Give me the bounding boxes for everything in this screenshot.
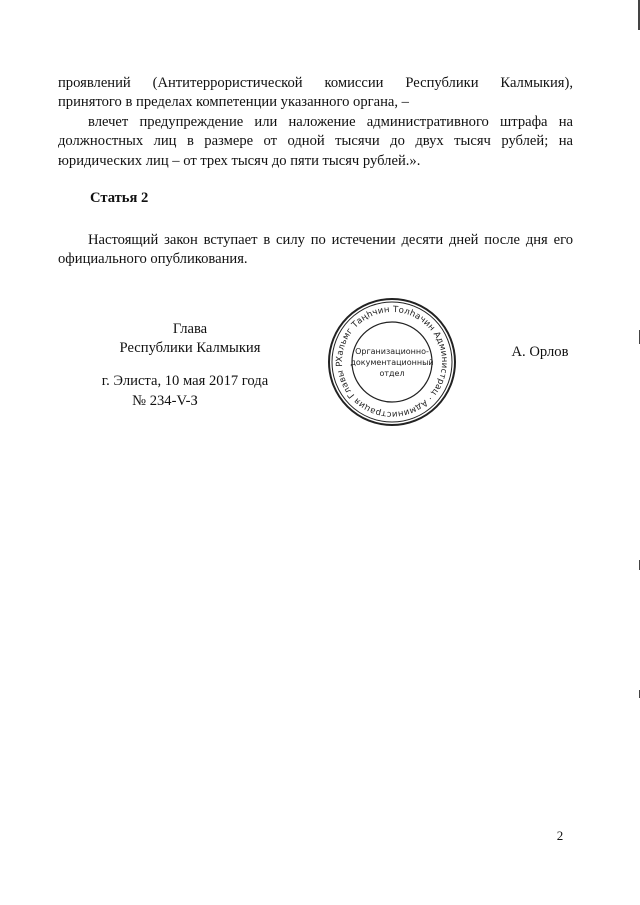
paragraph-line: должностных лиц в размере от одной тысячи до двух тысяч рублей; на — [58, 133, 573, 149]
article-heading: Статья 2 — [90, 190, 149, 206]
seal-center-text: отдел — [379, 369, 405, 378]
signatory-title: Глава — [172, 321, 208, 337]
paragraph-line: официального опубликования. — [58, 251, 248, 267]
seal-ring-text: Хальмг Таңһчин Толһачин Администрац · Администрация Главы Р — [334, 304, 450, 420]
signatory-region: Республики Калмыкия — [119, 340, 261, 356]
seal-center-text: Организационно- — [355, 347, 429, 356]
paragraph-line: юридических лиц – от трех тысяч до пяти тысяч рублей.». — [58, 153, 421, 169]
page-number: 2 — [556, 828, 564, 843]
paragraph-line: проявлений (Антитеррористической комиссии Республики Калмыкия), — [58, 75, 573, 91]
official-seal — [326, 296, 458, 428]
place-date: г. Элиста, 10 мая 2017 года — [101, 373, 269, 389]
paragraph-line: принятого в пределах компетенции указанного органа, – — [58, 94, 409, 110]
paragraph-line: влечет предупреждение или наложение административного штрафа на — [88, 114, 573, 130]
paragraph-line: Настоящий закон вступает в силу по истечении десяти дней после дня его — [88, 232, 573, 248]
signatory-name: А. Орлов — [511, 344, 569, 360]
law-number: № 234-V-З — [132, 393, 198, 409]
seal-center-text: документационный — [350, 358, 434, 367]
